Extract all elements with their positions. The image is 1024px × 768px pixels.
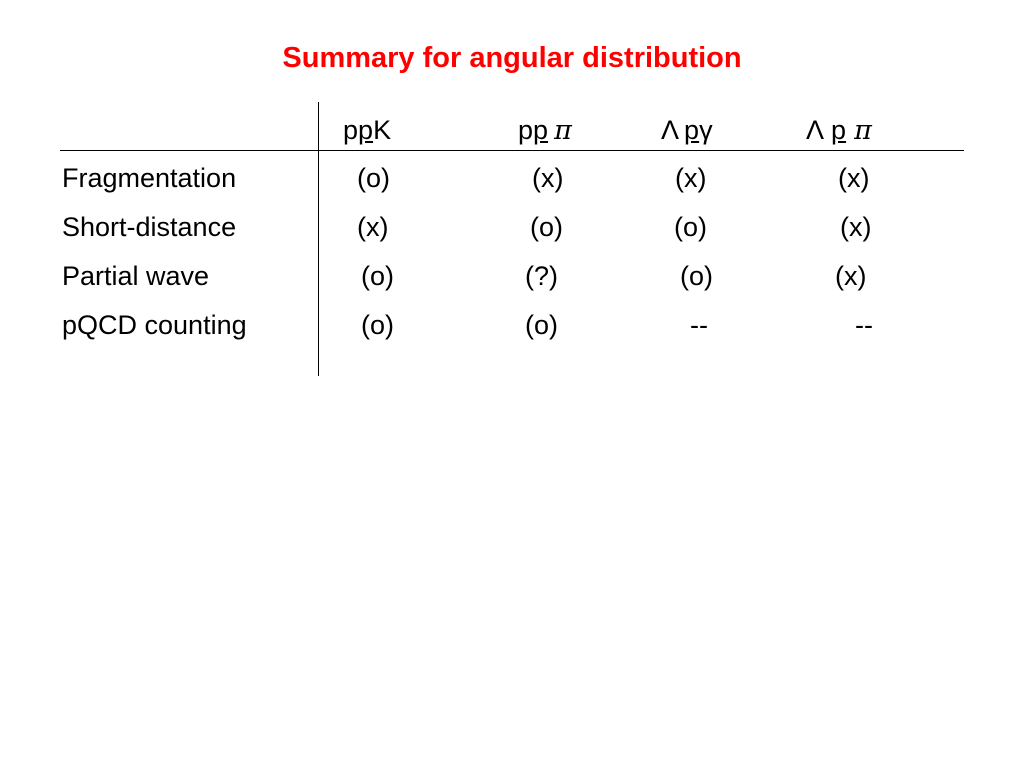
- particle-pi: π: [854, 115, 872, 146]
- particle-pi: π: [554, 115, 572, 146]
- column-header-lambda-p-gamma: [661, 114, 713, 146]
- column-header-lambda-p-pi: [806, 114, 872, 147]
- table-cell: (x): [675, 163, 707, 193]
- particle-lambda: Λ: [806, 115, 825, 145]
- table-cell: (o): [357, 163, 390, 193]
- particle-lambda: Λ: [661, 115, 680, 145]
- particle-pbar: p: [533, 115, 549, 145]
- column-header-pppi: [518, 114, 572, 147]
- particle-pbar: p: [684, 115, 700, 145]
- table-cell: (x): [840, 212, 872, 242]
- particle-p: p: [343, 115, 359, 145]
- table-cell: (x): [357, 212, 389, 242]
- horizontal-divider: [60, 150, 964, 151]
- slide-title: Summary for angular distribution: [282, 42, 742, 74]
- particle-k: K: [373, 115, 392, 145]
- table-cell: --: [690, 310, 708, 340]
- table-cell: (x): [838, 163, 870, 193]
- particle-pbar: p: [358, 115, 374, 145]
- table-cell: --: [855, 310, 873, 340]
- table-cell: (o): [361, 261, 394, 291]
- row-label-fragmentation: Fragmentation: [62, 163, 237, 193]
- particle-pbar: p: [831, 115, 847, 145]
- vertical-divider: [318, 102, 319, 376]
- row-label-pqcd-counting: pQCD counting: [62, 310, 247, 340]
- table-cell: (x): [835, 261, 867, 291]
- column-header-ppk: [343, 114, 391, 146]
- row-label-short-distance: Short-distance: [62, 212, 237, 242]
- row-label-partial-wave: Partial wave: [62, 261, 210, 291]
- table-cell: (o): [674, 212, 707, 242]
- particle-gamma: γ: [699, 115, 713, 145]
- table-cell: (o): [361, 310, 394, 340]
- table-cell: (o): [530, 212, 563, 242]
- table-cell: (o): [680, 261, 713, 291]
- table-cell: (o): [525, 310, 558, 340]
- table-cell: (?): [525, 261, 558, 291]
- particle-p: p: [518, 115, 534, 145]
- table-cell: (x): [532, 163, 564, 193]
